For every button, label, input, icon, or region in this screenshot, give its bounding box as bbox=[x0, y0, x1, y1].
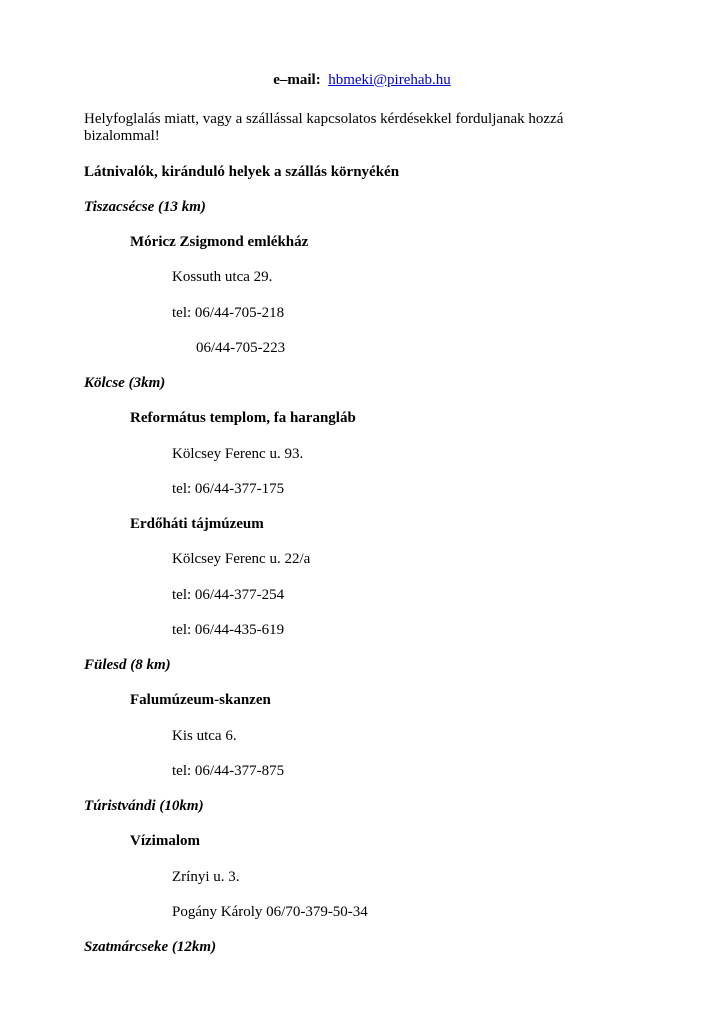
town-heading: Szatmárcseke (12km) bbox=[84, 939, 217, 955]
town-heading: Kölcse (3km) bbox=[84, 375, 166, 391]
place-detail: 06/44-705-223 bbox=[196, 339, 286, 356]
place-detail: tel: 06/44-377-254 bbox=[172, 586, 285, 603]
town-heading: Fülesd (8 km) bbox=[84, 657, 171, 673]
place-name: Vízimalom bbox=[130, 833, 200, 850]
place-name: Református templom, fa harangláb bbox=[130, 410, 356, 427]
place-detail: tel: 06/44-377-175 bbox=[172, 480, 285, 497]
town-heading: Tiszacsécse (13 km) bbox=[84, 198, 206, 215]
email-label: e–mail: bbox=[273, 72, 321, 88]
email-link[interactable]: hbmeki@pirehab.hu bbox=[328, 72, 451, 88]
section-heading: Látnivalók, kiránduló helyek a szállás környékén bbox=[84, 163, 400, 180]
email-line bbox=[84, 72, 640, 89]
place-detail: Kölcsey Ferenc u. 93. bbox=[172, 445, 304, 462]
place-name: Móricz Zsigmond emlékház bbox=[130, 234, 309, 250]
place-detail: Kis utca 6. bbox=[172, 727, 237, 744]
place-name: Erdőháti tájmúzeum bbox=[130, 516, 264, 532]
intro-paragraph: Helyfoglalás miatt, vagy a szállással kapcsolatos kérdésekkel forduljanak hozzá bizalommal! bbox=[84, 111, 568, 145]
place-detail: tel: 06/44-377-875 bbox=[172, 762, 285, 779]
town-heading: Túristvándi (10km) bbox=[84, 798, 204, 814]
place-detail: Zrínyi u. 3. bbox=[172, 868, 240, 885]
places-list bbox=[84, 199, 640, 957]
place-name: Falumúzeum-skanzen bbox=[130, 692, 271, 709]
place-detail: tel: 06/44-435-619 bbox=[172, 621, 285, 638]
place-detail: tel: 06/44-705-218 bbox=[172, 304, 285, 321]
place-detail: Pogány Károly 06/70-379-50-34 bbox=[172, 903, 368, 920]
place-detail: Kossuth utca 29. bbox=[172, 269, 273, 286]
place-detail: Kölcsey Ferenc u. 22/a bbox=[172, 551, 311, 568]
